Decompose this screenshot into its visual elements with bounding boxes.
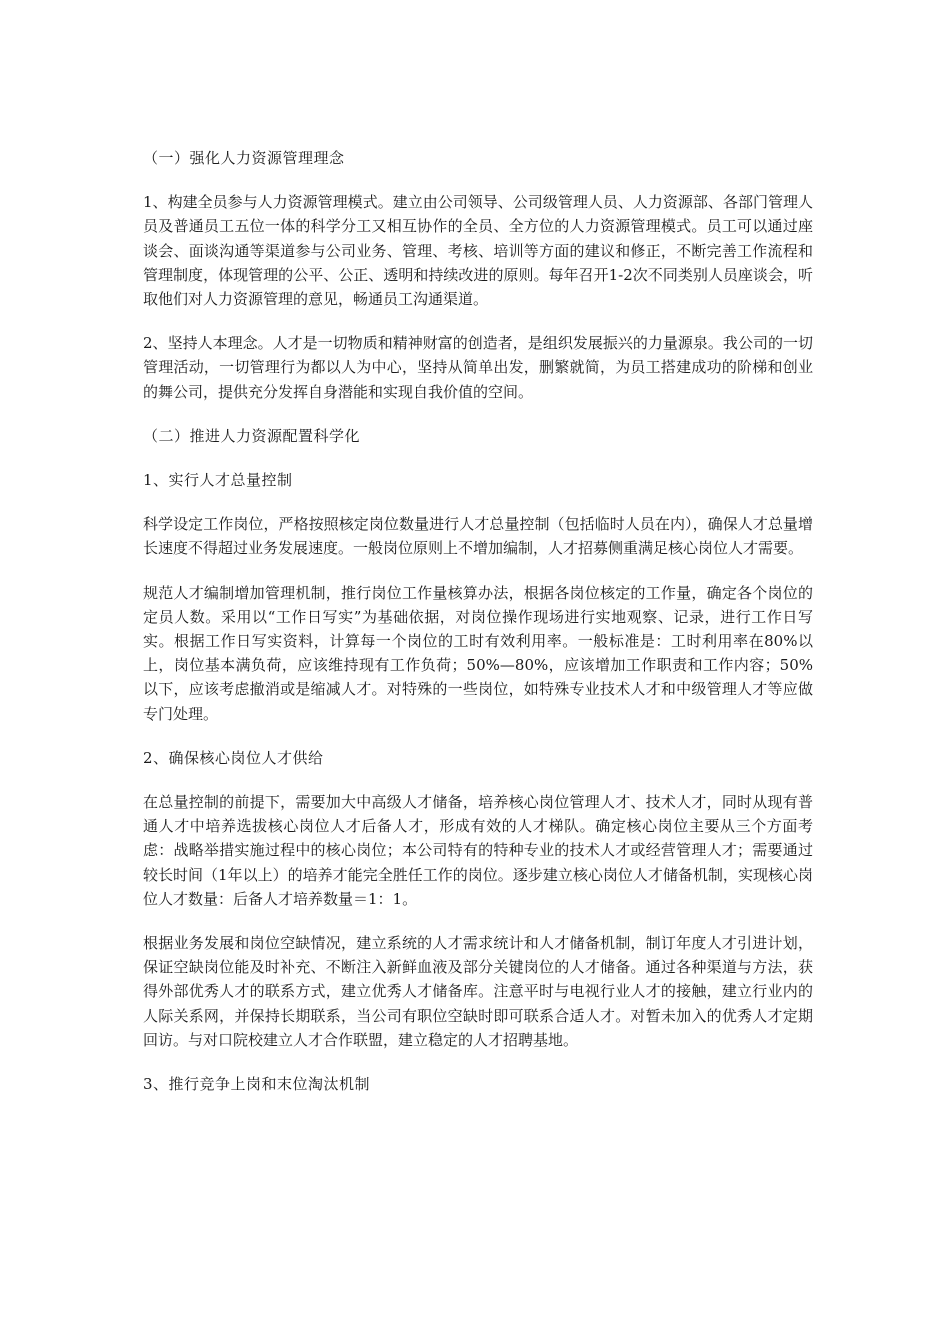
body-paragraph: 根据业务发展和岗位空缺情况，建立系统的人才需求统计和人才储备机制，制订年度人才引进计划，保证空缺岗位能及时补充、不断注入新鲜血液及部分关键岗位的人才储备。通过各种渠道与方法，获得外部优秀人才的联系方式，建立优秀人才储备库。注意平时与电视行业人才的接触，建立行业内的人际关系网，并保持长期联系，当公司有职位空缺时即可联系合适人才。对暂未加入的优秀人才定期回访。与对口院校建立人才合作联盟，建立稳定的人才招聘基地。 xyxy=(143,934,813,1049)
document-page xyxy=(143,146,813,1116)
section-heading: （二）推进人力资源配置科学化 xyxy=(143,426,361,445)
body-paragraph: 规范人才编制增加管理机制，推行岗位工作量核算办法，根据各岗位核定的工作量，确定各个岗位的定员人数。采用以“工作日写实”为基础依据，对岗位操作现场进行实地观察、记录，进行工作日写实。根据工作日写实资料，计算每一个岗位的工时有效利用率。一般标准是：工时利用率在80%以上，岗位基本满负荷，应该维持现有工作负荷；50%—80%，应该增加工作职责和工作内容；50%以下，应该考虑撤消或是缩减人才。对特殊的一些岗位，如特殊专业技术人才和中级管理人才等应做专门处理。 xyxy=(143,583,813,723)
body-paragraph: 2、坚持人本理念。人才是一切物质和精神财富的创造者，是组织发展振兴的力量源泉。我公司的一切管理活动，一切管理行为都以人为中心，坚持从简单出发，删繁就简，为员工搭建成功的阶梯和创业的舞公司，提供充分发挥自身潜能和实现自我价值的空间。 xyxy=(143,334,813,401)
subsection-heading: 2、确保核心岗位人才供给 xyxy=(143,748,324,767)
body-paragraph: 1、构建全员参与人力资源管理模式。建立由公司领导、公司级管理人员、人力资源部、各部门管理人员及普通员工五位一体的科学分工又相互协作的全员、全方位的人力资源管理模式。员工可以通过座谈会、面谈沟通等渠道参与公司业务、管理、考核、培训等方面的建议和修正，不断完善工作流程和管理制度，体现管理的公平、公正、透明和持续改进的原则。每年召开1-2次不同类别人员座谈会，听取他们对人力资源管理的意见，畅通员工沟通渠道。 xyxy=(143,193,813,309)
body-paragraph: 科学设定工作岗位，严格按照核定岗位数量进行人才总量控制（包括临时人员在内），确保人才总量增长速度不得超过业务发展速度。一般岗位原则上不增加编制，人才招募侧重满足核心岗位人才需要。 xyxy=(143,515,813,558)
subsection-heading: 3、推行竞争上岗和末位淘汰机制 xyxy=(143,1075,371,1094)
section-heading: （一）强化人力资源管理理念 xyxy=(143,149,345,167)
body-paragraph: 在总量控制的前提下，需要加大中高级人才储备，培养核心岗位管理人才、技术人才，同时从现有普通人才中培养选拔核心岗位人才后备人才，形成有效的人才梯队。确定核心岗位主要从三个方面考虑：战略举措实施过程中的核心岗位；本公司特有的特种专业的技术人才或经营管理人才；需要通过较长时间（1年以上）的培养才能完全胜任工作的岗位。逐步建立核心岗位人才储备机制，实现核心岗位人才数量：后备人才培养数量＝1：1。 xyxy=(143,793,813,908)
subsection-heading: 1、实行人才总量控制 xyxy=(143,471,293,490)
